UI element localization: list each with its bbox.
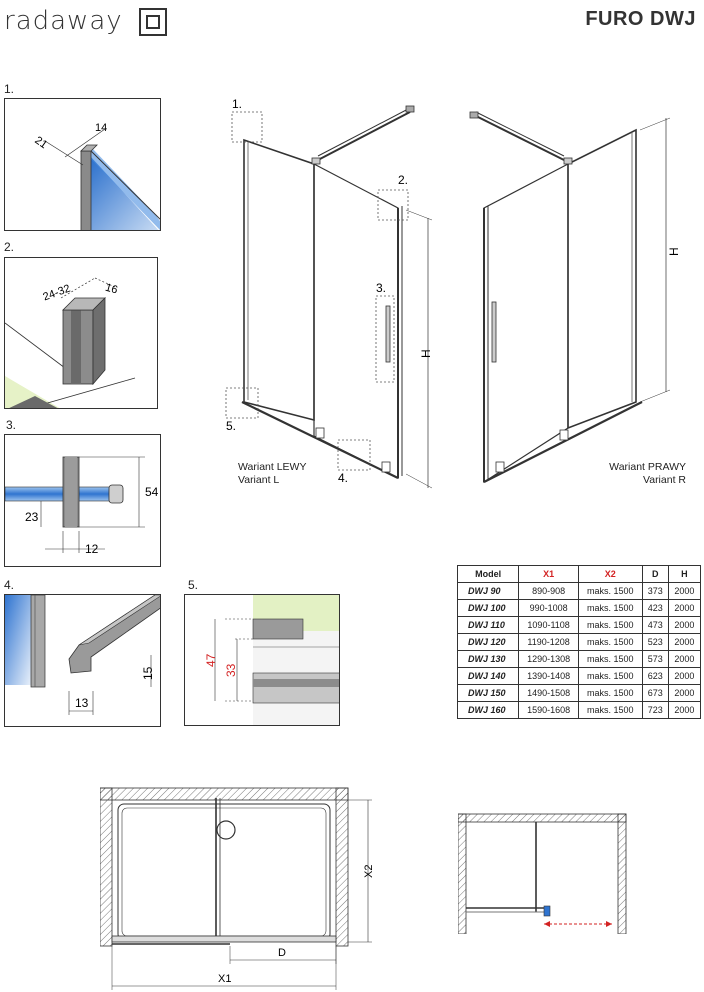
detail-2-box <box>4 257 158 409</box>
table-cell: maks. 1500 <box>578 651 642 668</box>
table-row <box>458 617 701 634</box>
detail-5-box <box>184 594 340 726</box>
table-cell: 2000 <box>668 617 700 634</box>
plan-view <box>100 786 384 992</box>
model-cell: DWJ 160 <box>458 702 519 719</box>
variant-left-name-en: Variant L <box>238 474 280 486</box>
model-cell: DWJ 140 <box>458 668 519 685</box>
detail-3-dim-c: 12 <box>85 542 99 556</box>
detail-1-dim-a: 21 <box>32 134 50 152</box>
variant-right-name-en: Variant R <box>643 474 686 486</box>
model-cell: DWJ 130 <box>458 651 519 668</box>
detail-1-illustration <box>5 99 161 231</box>
detail-1-box <box>4 98 161 231</box>
table-cell: 423 <box>642 600 668 617</box>
table-cell: 473 <box>642 617 668 634</box>
table-cell: maks. 1500 <box>578 634 642 651</box>
detail-3-box <box>4 434 161 567</box>
table-cell: 1590-1608 <box>519 702 579 719</box>
detail-2-illustration <box>5 258 158 409</box>
variant-right-drawing <box>470 112 681 482</box>
callout-3: 3. <box>376 281 387 295</box>
detail-4-dim-b: 13 <box>75 696 89 710</box>
table-cell: 723 <box>642 702 668 719</box>
table-cell: maks. 1500 <box>578 583 642 600</box>
spec-table-body <box>458 583 701 719</box>
detail-5-illustration <box>185 595 340 726</box>
detail-5-dim-a: 47 <box>204 653 218 667</box>
detail-3-dim-a: 54 <box>145 485 159 499</box>
col-d: D <box>642 566 668 583</box>
plan-open-view <box>458 812 628 934</box>
table-cell: 1490-1508 <box>519 685 579 702</box>
detail-1-dim-b: 14 <box>95 122 108 134</box>
plan-x2-label: X2 <box>363 864 375 878</box>
variant-right-name-pl: Wariant PRAWY <box>609 461 686 473</box>
table-cell: 2000 <box>668 600 700 617</box>
variant-left-caption <box>238 461 306 487</box>
enclosure-drawing <box>222 90 704 510</box>
table-cell: maks. 1500 <box>578 617 642 634</box>
variant-left-drawing <box>226 97 433 488</box>
table-cell: 673 <box>642 685 668 702</box>
table-cell: maks. 1500 <box>578 600 642 617</box>
table-row <box>458 634 701 651</box>
brand-logo <box>4 4 179 42</box>
table-cell: 990-1008 <box>519 600 579 617</box>
table-cell: 2000 <box>668 702 700 719</box>
detail-3-illustration <box>5 435 161 567</box>
table-cell: 2000 <box>668 583 700 600</box>
variant-left-name-pl: Wariant LEWY <box>238 461 307 473</box>
col-h: H <box>668 566 700 583</box>
table-cell: 1190-1208 <box>519 634 579 651</box>
table-cell: 2000 <box>668 651 700 668</box>
model-cell: DWJ 110 <box>458 617 519 634</box>
table-cell: 373 <box>642 583 668 600</box>
table-row <box>458 651 701 668</box>
height-label-right: H <box>667 247 681 256</box>
page-title: FURO DWJ <box>585 8 696 30</box>
table-cell: 523 <box>642 634 668 651</box>
detail-4-box <box>4 594 161 727</box>
height-label-left: H <box>419 349 433 358</box>
variant-right-caption <box>572 461 686 487</box>
table-cell: 890-908 <box>519 583 579 600</box>
table-row <box>458 583 701 600</box>
table-cell: 1290-1308 <box>519 651 579 668</box>
logo-square-icon <box>139 8 167 36</box>
callout-1: 1. <box>232 97 243 111</box>
col-x2: X2 <box>578 566 642 583</box>
model-cell: DWJ 90 <box>458 583 519 600</box>
detail-2-label: 2. <box>4 240 15 254</box>
detail-4-illustration <box>5 595 161 727</box>
detail-2-dim-b: 16 <box>103 281 119 297</box>
table-cell: 1390-1408 <box>519 668 579 685</box>
detail-2-dim-a: 24-32 <box>41 282 72 304</box>
table-cell: 1090-1108 <box>519 617 579 634</box>
model-cell: DWJ 100 <box>458 600 519 617</box>
table-row <box>458 685 701 702</box>
spec-table-header-row <box>458 566 701 583</box>
col-model: Model <box>458 566 519 583</box>
detail-4-dim-a: 15 <box>141 666 155 680</box>
col-x1: X1 <box>519 566 579 583</box>
detail-5-dim-b: 33 <box>224 663 238 677</box>
detail-5-label: 5. <box>188 578 199 592</box>
table-row <box>458 702 701 719</box>
detail-3-dim-b: 23 <box>25 510 39 524</box>
table-cell: maks. 1500 <box>578 668 642 685</box>
logo-text: radaway <box>4 6 123 36</box>
model-cell: DWJ 120 <box>458 634 519 651</box>
detail-4-label: 4. <box>4 578 15 592</box>
table-row <box>458 668 701 685</box>
callout-5: 5. <box>226 419 237 433</box>
table-cell: 2000 <box>668 685 700 702</box>
spec-table <box>457 565 701 719</box>
table-cell: 2000 <box>668 634 700 651</box>
callout-2: 2. <box>398 173 409 187</box>
table-cell: 573 <box>642 651 668 668</box>
table-cell: maks. 1500 <box>578 685 642 702</box>
table-cell: maks. 1500 <box>578 702 642 719</box>
table-cell: 623 <box>642 668 668 685</box>
detail-1-label: 1. <box>4 82 15 96</box>
table-cell: 2000 <box>668 668 700 685</box>
table-row <box>458 600 701 617</box>
plan-x1-label: X1 <box>218 973 232 985</box>
plan-d-label: D <box>278 947 286 959</box>
detail-3-label: 3. <box>6 418 17 432</box>
model-cell: DWJ 150 <box>458 685 519 702</box>
callout-4: 4. <box>338 471 349 485</box>
